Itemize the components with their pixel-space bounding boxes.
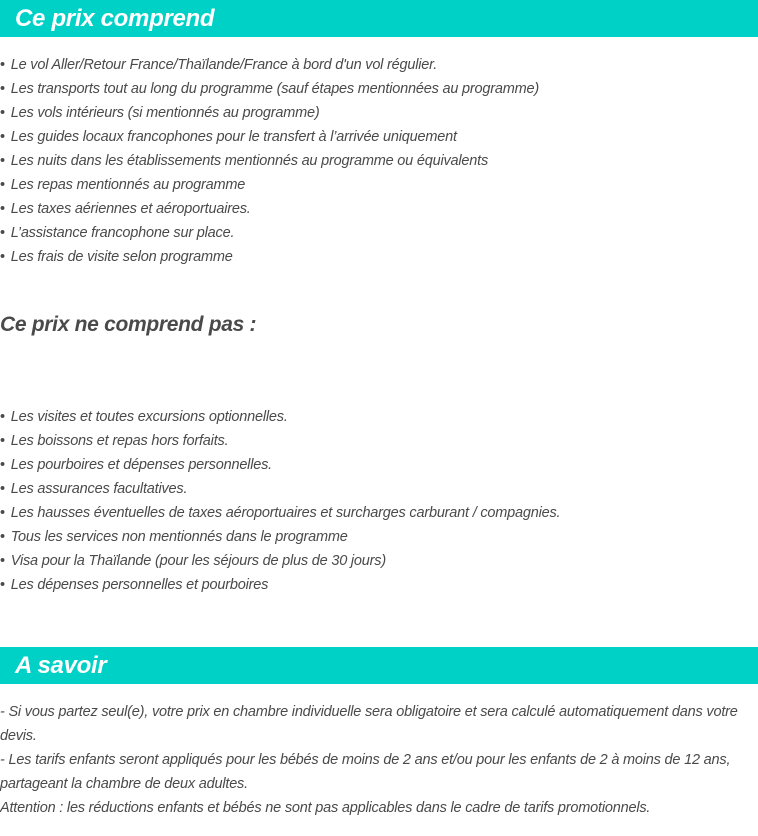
info-note: - Si vous partez seul(e), votre prix en chambre individuelle sera obligatoire et sera calculé automatiquement dans votre devis. (0, 704, 738, 744)
included-item-text: L’assistance francophone sur place. (10, 225, 235, 241)
excluded-item-text: Visa pour la Thaïlande (pour les séjours de plus de 30 jours) (10, 553, 386, 569)
list-item (0, 573, 560, 597)
list-item (0, 77, 539, 101)
bullet-icon: • (0, 577, 5, 593)
included-item-text: Les transports tout au long du programme (sauf étapes mentionnées au programme) (10, 81, 539, 97)
excluded-item-text: Les assurances facultatives. (10, 481, 188, 497)
included-item-text: Les taxes aériennes et aéroportuaires. (10, 201, 251, 217)
list-item (0, 245, 539, 269)
list-item (0, 453, 560, 477)
bullet-icon: • (0, 105, 5, 121)
excluded-list (0, 405, 560, 597)
bullet-icon: • (0, 249, 5, 265)
list-item (0, 149, 539, 173)
included-item-text: Le vol Aller/Retour France/Thaïlande/France à bord d'un vol régulier. (10, 57, 438, 73)
bullet-icon: • (0, 457, 5, 473)
list-item (0, 525, 560, 549)
included-item-text: Les frais de visite selon programme (10, 249, 233, 265)
info-note: Attention : les réductions enfants et bébés ne sont pas applicables dans le cadre de tarifs promotionnels. (0, 800, 651, 816)
included-item-text: Les guides locaux francophones pour le transfert à l’arrivée uniquement (10, 129, 457, 145)
info-note: - Les tarifs enfants seront appliqués pour les bébés de moins de 2 ans et/ou pour les enfants de 2 à moins de 12 ans, partageant la chambre de deux adultes. (0, 752, 731, 792)
bullet-icon: • (0, 505, 5, 521)
bullet-icon: • (0, 409, 5, 425)
list-item (0, 429, 560, 453)
excluded-item-text: Les boissons et repas hors forfaits. (10, 433, 229, 449)
bullet-icon: • (0, 153, 5, 169)
excluded-item-text: Les hausses éventuelles de taxes aéroportuaires et surcharges carburant / compagnies. (10, 505, 561, 521)
list-item (0, 477, 560, 501)
bullet-icon: • (0, 433, 5, 449)
list-item (0, 197, 539, 221)
info-notes (0, 700, 752, 820)
bullet-icon: • (0, 201, 5, 217)
bullet-icon: • (0, 81, 5, 97)
list-item (0, 405, 560, 429)
bullet-icon: • (0, 129, 5, 145)
included-item-text: Les vols intérieurs (si mentionnés au programme) (10, 105, 320, 121)
list-item (0, 501, 560, 525)
list-item (0, 53, 539, 77)
bullet-icon: • (0, 529, 5, 545)
list-item (0, 221, 539, 245)
excluded-item-text: Les pourboires et dépenses personnelles. (10, 457, 272, 473)
excluded-item-text: Tous les services non mentionnés dans le programme (10, 529, 348, 545)
excluded-item-text: Les visites et toutes excursions optionnelles. (10, 409, 288, 425)
included-item-text: Les nuits dans les établissements mentionnés au programme ou équivalents (10, 153, 489, 169)
section-info-heading: A savoir (0, 647, 758, 684)
excluded-item-text: Les dépenses personnelles et pourboires (10, 577, 269, 593)
list-item (0, 173, 539, 197)
list-item (0, 101, 539, 125)
bullet-icon: • (0, 57, 5, 73)
bullet-icon: • (0, 225, 5, 241)
section-included-heading: Ce prix comprend (0, 0, 758, 37)
included-item-text: Les repas mentionnés au programme (10, 177, 246, 193)
bullet-icon: • (0, 481, 5, 497)
list-item (0, 125, 539, 149)
list-item (0, 549, 560, 573)
bullet-icon: • (0, 177, 5, 193)
section-excluded-heading: Ce prix ne comprend pas : (0, 313, 257, 336)
included-list (0, 53, 539, 269)
bullet-icon: • (0, 553, 5, 569)
